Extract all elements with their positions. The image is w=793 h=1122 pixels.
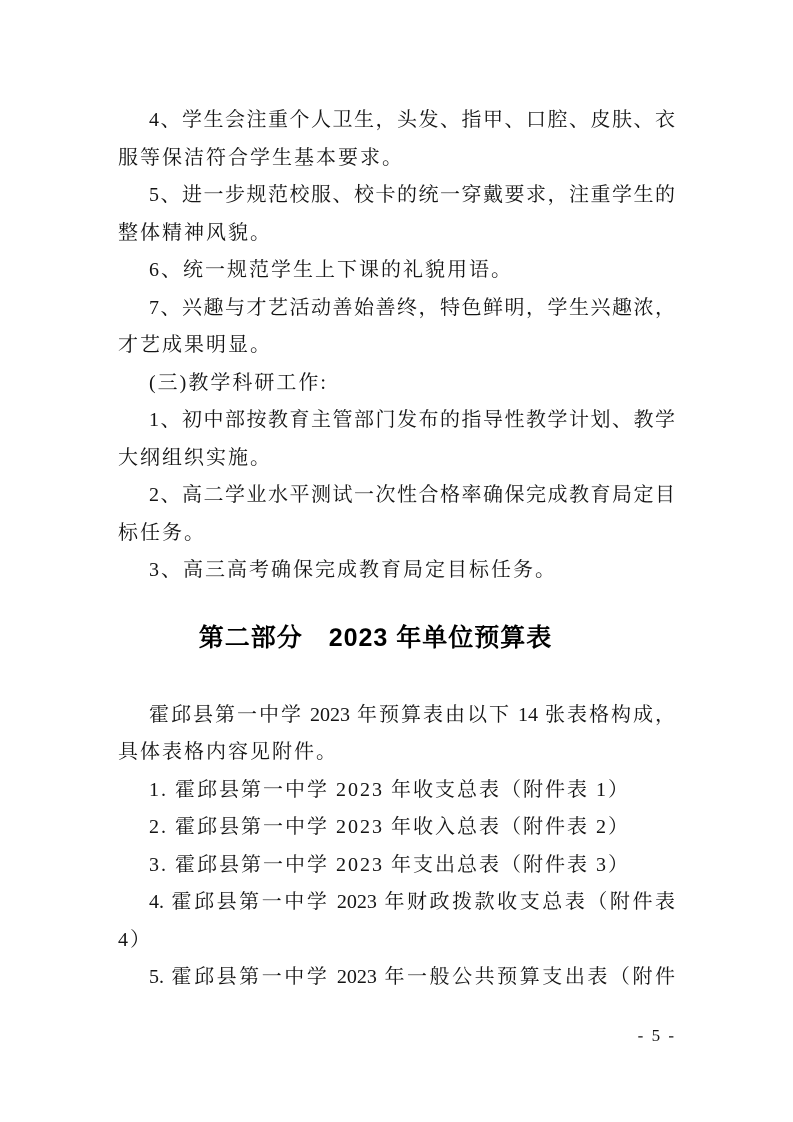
paragraph bbox=[118, 884, 675, 959]
paragraph bbox=[118, 809, 675, 847]
text-line: 4） bbox=[118, 928, 152, 951]
paragraph bbox=[118, 552, 675, 590]
paragraph bbox=[118, 847, 675, 885]
text-line: 霍邱县第一中学 2023 年预算表由以下 14 张表格构成， bbox=[149, 703, 675, 726]
text-line: 标任务。 bbox=[118, 521, 206, 544]
text-line: 服等保洁符合学生基本要求。 bbox=[118, 146, 404, 169]
text-line: 1、初中部按教育主管部门发布的指导性教学计划、教学 bbox=[149, 409, 675, 431]
paragraph bbox=[118, 959, 675, 997]
text-line: 6、统一规范学生上下课的礼貌用语。 bbox=[149, 259, 513, 281]
text-line: 1. 霍邱县第一中学 2023 年收支总表（附件表 1） bbox=[149, 778, 630, 801]
text-line: 5、进一步规范校服、校卡的统一穿戴要求，注重学生的 bbox=[149, 184, 675, 206]
text-line: 才艺成果明显。 bbox=[118, 334, 272, 356]
paragraph bbox=[118, 290, 675, 365]
paragraph bbox=[118, 177, 675, 252]
paragraph bbox=[118, 772, 675, 810]
text-line: 3. 霍邱县第一中学 2023 年支出总表（附件表 3） bbox=[149, 853, 630, 876]
text-line: 7、兴趣与才艺活动善始善终，特色鲜明，学生兴趣浓， bbox=[149, 296, 675, 319]
paragraph bbox=[118, 402, 675, 477]
paragraph bbox=[118, 697, 675, 772]
text-line: 整体精神风貌。 bbox=[118, 221, 272, 244]
page-number: - 5 - bbox=[637, 1026, 676, 1045]
text-line: 2、高二学业水平测试一次性合格率确保完成教育局定目 bbox=[149, 484, 675, 506]
text-line: 3、高三高考确保完成教育局定目标任务。 bbox=[149, 559, 557, 581]
text-line: 具体表格内容见附件。 bbox=[118, 741, 338, 763]
section-heading: 第二部分 2023 年单位预算表 bbox=[198, 623, 553, 652]
text-line: 大纲组织实施。 bbox=[118, 446, 272, 469]
text-line: 4. 霍邱县第一中学 2023 年财政拨款收支总表（附件表 bbox=[149, 891, 675, 913]
paragraph bbox=[118, 365, 675, 403]
paragraph bbox=[118, 102, 675, 177]
paragraph bbox=[118, 252, 675, 290]
document-body bbox=[118, 102, 675, 997]
text-line: 2. 霍邱县第一中学 2023 年收入总表（附件表 2） bbox=[149, 816, 630, 838]
paragraph bbox=[118, 477, 675, 552]
text-line: (三)教学科研工作: bbox=[149, 371, 328, 394]
text-line: 5. 霍邱县第一中学 2023 年一般公共预算支出表（附件 bbox=[149, 966, 675, 988]
text-line: 4、学生会注重个人卫生，头发、指甲、口腔、皮肤、衣 bbox=[149, 109, 675, 131]
